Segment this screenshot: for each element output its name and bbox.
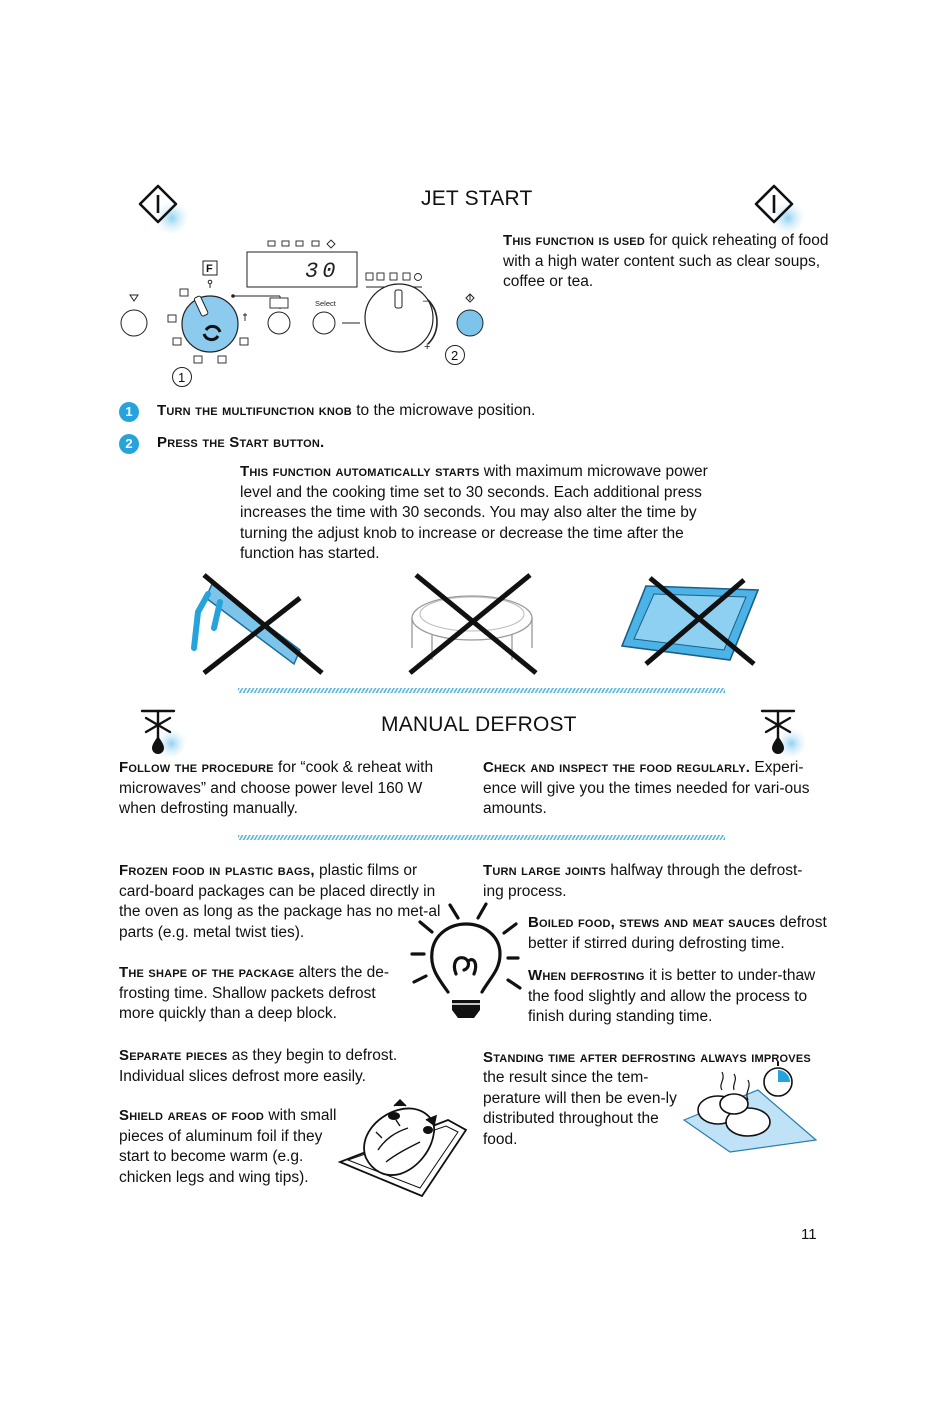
no-rack-icon [402, 572, 542, 678]
lightbulb-icon [408, 900, 526, 1030]
chicken-icon [336, 1098, 470, 1198]
section-divider-2 [238, 835, 725, 840]
step-2-text: Press the Start button. [157, 434, 325, 451]
jet-start-intro: This function is used for quick reheating of food with a high water content such as clear soups, coffee or tea. [503, 232, 829, 290]
panel-minus: – [423, 295, 430, 307]
no-bottle-icon [190, 572, 330, 678]
tip-package-shape: The shape of the package alters the de-frosting time. Shallow packets defrost more quickly than a deep block. [119, 964, 390, 1022]
panel-plus: + [424, 341, 431, 353]
jet-start-title: JET START [421, 187, 533, 210]
standing-time-icon [682, 1060, 820, 1154]
defrost-right-text: Check and inspect the food regularly. Experi-ence will give you the times needed for vari-ous amounts. [483, 759, 810, 817]
panel-select-label: Select [315, 299, 336, 308]
panel-display: 30 [305, 259, 340, 284]
tip-standing-time-lead: Standing time after defrosting always improves [483, 1049, 811, 1066]
tip-separate-pieces: Separate pieces as they begin to defrost. Individual slices defrost more easily. [119, 1047, 398, 1085]
page-number: 11 [801, 1226, 817, 1243]
defrost-icon-left [138, 708, 188, 758]
jet-start-detail: This function automatically starts with maximum microwave power level and the cooking time set to 30 seconds. Each additional press increases the time with 30 seconds. You may also alter the time by turning the adjust knob to increase or decrease the time after the function has started. [240, 463, 708, 562]
step-2-badge: 2 [119, 434, 139, 454]
defrost-icon-right [758, 708, 808, 758]
jet-start-icon-right [752, 182, 802, 232]
tip-frozen-food: Frozen food in plastic bags, plastic films or card-board packages can be placed directly in the oven as long as the package has no met-al parts (e.g. metal twist ties). [119, 862, 441, 941]
callout-1: 1 [178, 370, 186, 385]
tip-turn-joints: Turn large joints halfway through the defrost- ing process. [483, 862, 803, 900]
defrost-left-text: Follow the procedure for “cook & reheat with microwaves” and choose power level 160 W when defrosting manually. [119, 759, 434, 817]
tip-boiled-food: Boiled food, stews and meat sauces defrost better if stirred during defrosting time. [528, 914, 827, 952]
callout-2: 2 [451, 348, 459, 363]
section-divider-1 [238, 688, 725, 693]
tip-shield-areas: Shield areas of food with small pieces of aluminum foil if they start to become warm (e.g. chicken legs and wing tips). [119, 1107, 337, 1186]
step-1-text: Turn the multifunction knob to the microwave position. [157, 402, 536, 419]
control-panel-diagram [110, 232, 500, 392]
manual-defrost-title: MANUAL DEFROST [381, 713, 577, 736]
panel-f-label: F [206, 263, 213, 275]
tip-when-defrosting: When defrosting it is better to under-thaw the food slightly and allow the process to finish during standing time. [528, 967, 816, 1025]
no-tray-icon [618, 576, 764, 668]
jet-start-icon-left [136, 182, 186, 232]
tip-standing-time: the result since the tem-perature will then be even-ly distributed throughout the food. [483, 1069, 677, 1148]
step-1-badge: 1 [119, 402, 139, 422]
